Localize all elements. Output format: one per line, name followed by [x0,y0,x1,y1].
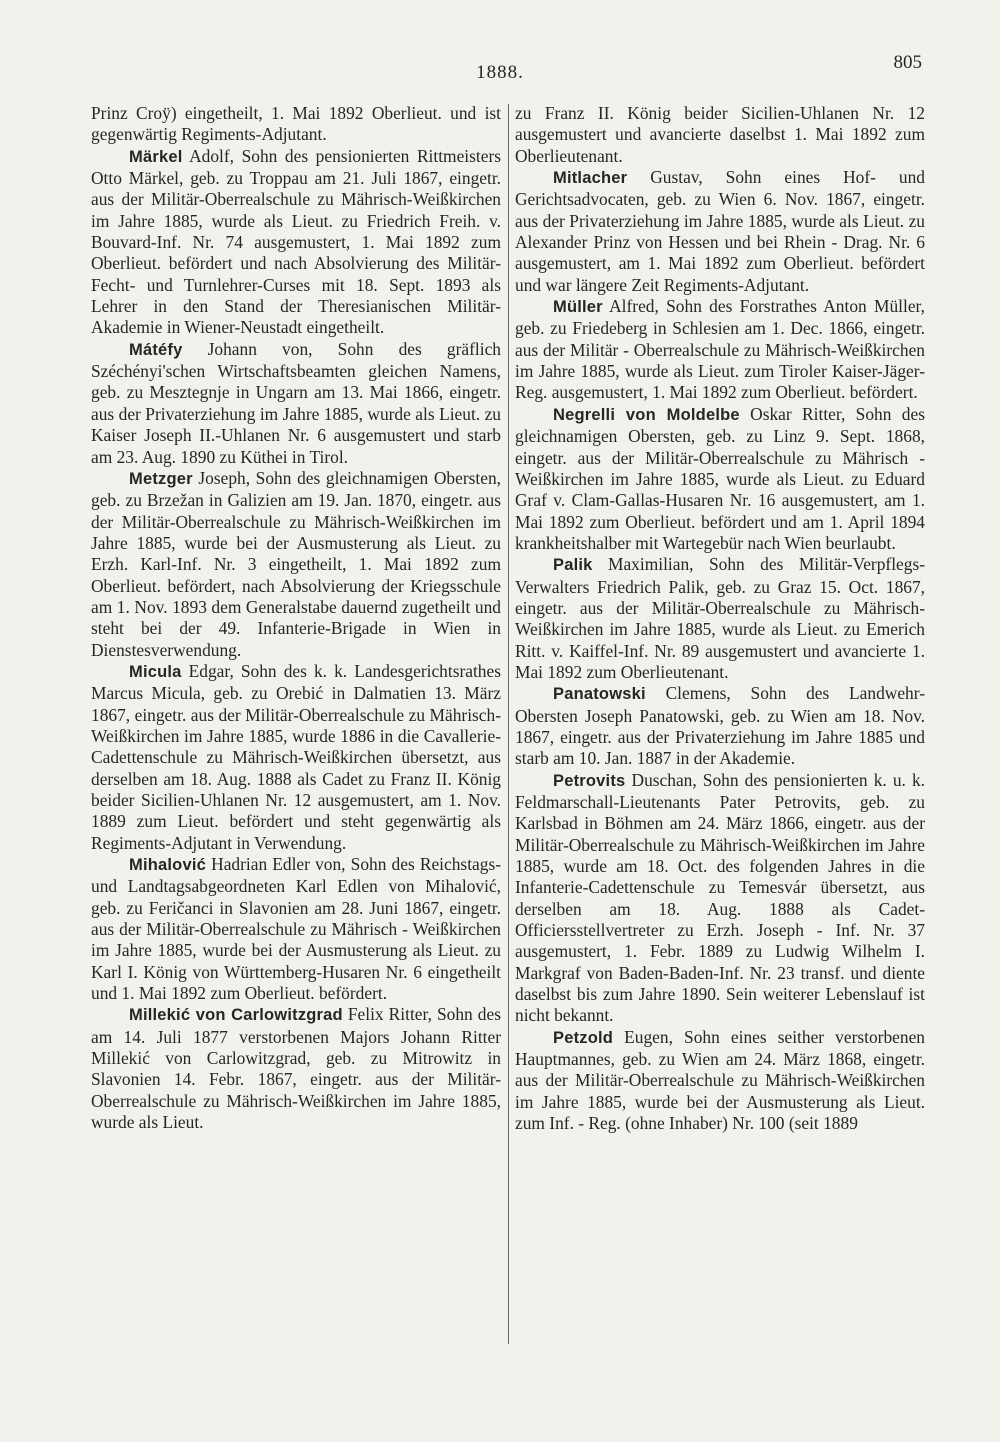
entry-negrelli [515,404,925,554]
running-header-year: 1888. [476,62,524,83]
entry-text: Oskar Ritter, Sohn des gleichnamigen Obersten, geb. zu Linz 9. Sept. 1868, eingetr. aus der Militär-Oberrealschule zu Mährisch - Weißkirchen im Jahre 1885, wurde als Lieut. zu Eduard Graf v. Clam-Gallas-Husaren Nr. 16 ausgemustert, am 1. Mai 1892 zum Oberlieut. befördert und am 1. April 1894 krankheitshalber mit Wartegebür nach Wien beurlaubt. [515,403,925,553]
entry-text: Johann von, Sohn des gräflich Széchényi'schen Wirtschaftsbeamten gleichen Namens, geb. zu Mesztegnje in Ungarn am 13. Mai 1866, eingetr. aus der Privaterziehung im Jahre 1885, wurde als Lieut. zu Kaiser Joseph II.-Uhlanen Nr. 6 ausgemustert und starb am 23. Aug. 1890 zu Küthei in Tirol. [91,338,501,467]
continuation-paragraph: Prinz Croÿ) eingetheilt, 1. Mai 1892 Oberlieut. und ist gegenwärtig Regiments-Adjutant. [91,103,501,145]
entry-text: Joseph, Sohn des gleichnamigen Obersten, geb. zu Brzežan in Galizien am 19. Jan. 1870, eingetr. aus der Militär-Oberrealschule zu Mährisch-Weißkirchen im Jahre 1885, wurde bei der Ausmusterung als Lieut. zu Erzh. Karl-Inf. Nr. 3 eingetheilt, 1. Mai 1892 zum Oberlieut. befördert, nach Absolvierung der Kriegsschule am 1. Nov. 1893 dem Generalstabe dauernd zugetheilt und steht bei der 49. Infanterie-Brigade in Wien in Dienstesverwendung. [91,467,501,660]
entry-name: Mitlacher [553,169,628,188]
entry-name: Metzger [129,469,193,488]
left-column [91,103,501,1134]
entry-name: Negrelli von Moldelbe [553,405,740,424]
entry-name: Petrovits [553,771,626,790]
entry-text: Eugen, Sohn eines seither verstorbenen Hauptmannes, geb. zu Wien am 24. März 1868, eingetr. aus der Militär-Oberrealschule zu Mährisch-Weißkirchen im Jahre 1885, wurde bei der Ausmusterung als Lieut. zum Inf. - Reg. (ohne Inhaber) Nr. 100 (seit 1889 [515,1026,925,1134]
entry-name: Millekić von Carlowitzgrad [129,1006,343,1025]
entry-mihalovic [91,854,501,1004]
entry-text: Gustav, Sohn eines Hof- und Gerichtsadvocaten, geb. zu Wien 6. Nov. 1867, eingetr. aus der Privaterziehung im Jahre 1885, wurde als Lieut. zu Alexander Prinz von Hessen und bei Rhein - Drag. Nr. 6 ausgemustert, am 1. Mai 1892 zum Oberlieut. befördert und war längere Zeit Regiments-Adjutant. [515,167,925,295]
page-number: 805 [893,52,922,73]
entry-name: Petzold [553,1028,614,1047]
entry-palik [515,554,925,683]
entry-text: Duschan, Sohn des pensionierten k. u. k. Feldmarschall-Lieutenants Pater Petrovits, geb. zu Karlsbad in Böhmen am 24. März 1866, eingetr. aus der Militär-Oberrealschule zu Mährisch-Weißkirchen im Jahre 1885, wurde am 18. Oct. des folgenden Jahres in die Infanterie-Cadettenschule zu Temesvár übersetzt, aus derselben am 18. Aug. 1888 als Cadet-Officiersstellvertreter zu Erzh. Joseph - Inf. Nr. 37 ausgemustert, 1. Febr. 1889 zu Ludwig Wilhelm I. Markgraf von Baden-Baden-Inf. Nr. 23 transf. und diente daselbst bis zum Jahre 1890. Sein weiterer Lebenslauf ist nicht bekannt. [515,769,925,1026]
entry-text: Alfred, Sohn des Forstrathes Anton Müller, geb. zu Friedeberg in Schlesien am 1. Dec. 1866, eingetr. aus der Militär - Oberrealschule zu Mährisch-Weißkirchen im Jahre 1885, wurde als Lieut. zum Tiroler Kaiser-Jäger-Reg. ausgemustert, 1. Mai 1892 zum Oberlieut. befördert. [515,296,925,403]
entry-name: Mihalović [129,856,206,875]
entry-text: Clemens, Sohn des Landwehr-Obersten Joseph Panatowski, geb. zu Wien am 18. Nov. 1867, eingetr. aus der Privaterziehung im Jahre 1885 und starb am 10. Jan. 1887 in der Akademie. [515,683,925,769]
entry-name: Mátéfy [129,340,183,359]
entry-name: Märkel [129,147,183,166]
right-column [515,103,925,1135]
entry-matefy [91,339,501,468]
entry-petrovits [515,770,925,1027]
entry-maerkel [91,146,501,339]
entry-micula [91,661,501,854]
entry-text: Felix Ritter, Sohn des am 14. Juli 1877 verstorbenen Majors Johann Ritter Millekić von Carlowitzgrad, geb. zu Mitrowitz in Slavonien 14. Febr. 1867, eingetr. aus der Militär-Oberrealschule zu Mährisch-Weißkirchen im Jahre 1885, wurde als Lieut. [91,1004,501,1133]
entry-petzold [515,1027,925,1135]
column-divider [508,104,509,1344]
entry-text: Adolf, Sohn des pensionierten Rittmeisters Otto Märkel, geb. zu Troppau am 21. Juli 1867, eingetr. aus der Militär-Oberrealschule zu Mährisch-Weißkirchen im Jahre 1885, wurde als Lieut. zu Friedrich Freih. v. Bouvard-Inf. Nr. 74 ausgemustert, 1. Mai 1892 zum Oberlieut. befördert und nach Absolvierung des Militär-Fecht- und Turnlehrer-Curses mit 18. Sept. 1893 als Lehrer in den Stand der Theresianischen Militär-Akademie in Wiener-Neustadt eingetheilt. [91,145,501,338]
continuation-paragraph: zu Franz II. König beider Sicilien-Uhlanen Nr. 12 ausgemustert und avancierte daselbst 1. Mai 1892 zum Oberlieutenant. [515,103,925,166]
entry-name: Müller [553,298,603,317]
entry-panatowski [515,683,925,769]
entry-mueller [515,296,925,404]
entry-text: Maximilian, Sohn des Militär-Verpflegs-Verwalters Friedrich Palik, geb. zu Graz 15. Oct. 1867, eingetr. aus der Militär-Oberrealschule zu Mährisch-Weißkirchen im Jahre 1885, wurde als Lieut. zu Emerich Ritt. v. Kaiffel-Inf. Nr. 89 ausgemustert und avancierte 1. Mai 1892 zum Oberlieutenant. [515,554,925,682]
entry-text: Hadrian Edler von, Sohn des Reichstags- und Landtagsabgeordneten Karl Edlen von Mihalović, geb. zu Feričanci in Slavonien am 28. Juni 1867, eingetr. aus der Militär-Oberrealschule zu Mährisch - Weißkirchen im Jahre 1885, wurde bei der Ausmusterung als Lieut. zu Karl I. König von Württemberg-Husaren Nr. 6 eingetheilt und 1. Mai 1892 zum Oberlieut. befördert. [91,854,501,1004]
entry-name: Micula [129,662,182,681]
entry-millekic [91,1004,501,1133]
entry-mitlacher [515,167,925,296]
entry-metzger [91,468,501,661]
entry-name: Palik [553,556,593,575]
entry-name: Panatowski [553,685,646,704]
entry-text: Edgar, Sohn des k. k. Landesgerichtsrathes Marcus Micula, geb. zu Orebić in Dalmatien 13. März 1867, eingetr. aus der Militär-Oberrealschule zu Mährisch-Weißkirchen im Jahre 1885, wurde 1886 in die Cavallerie-Cadettenschule zu Mährisch-Weißkirchen übersetzt, aus derselben am 18. Aug. 1888 als Cadet zu Franz II. König beider Sicilien-Uhlanen Nr. 12 ausgemustert, am 1. Nov. 1889 zum Lieut. befördert und steht gegenwärtig als Regiments-Adjutant in Verwendung. [91,660,501,853]
